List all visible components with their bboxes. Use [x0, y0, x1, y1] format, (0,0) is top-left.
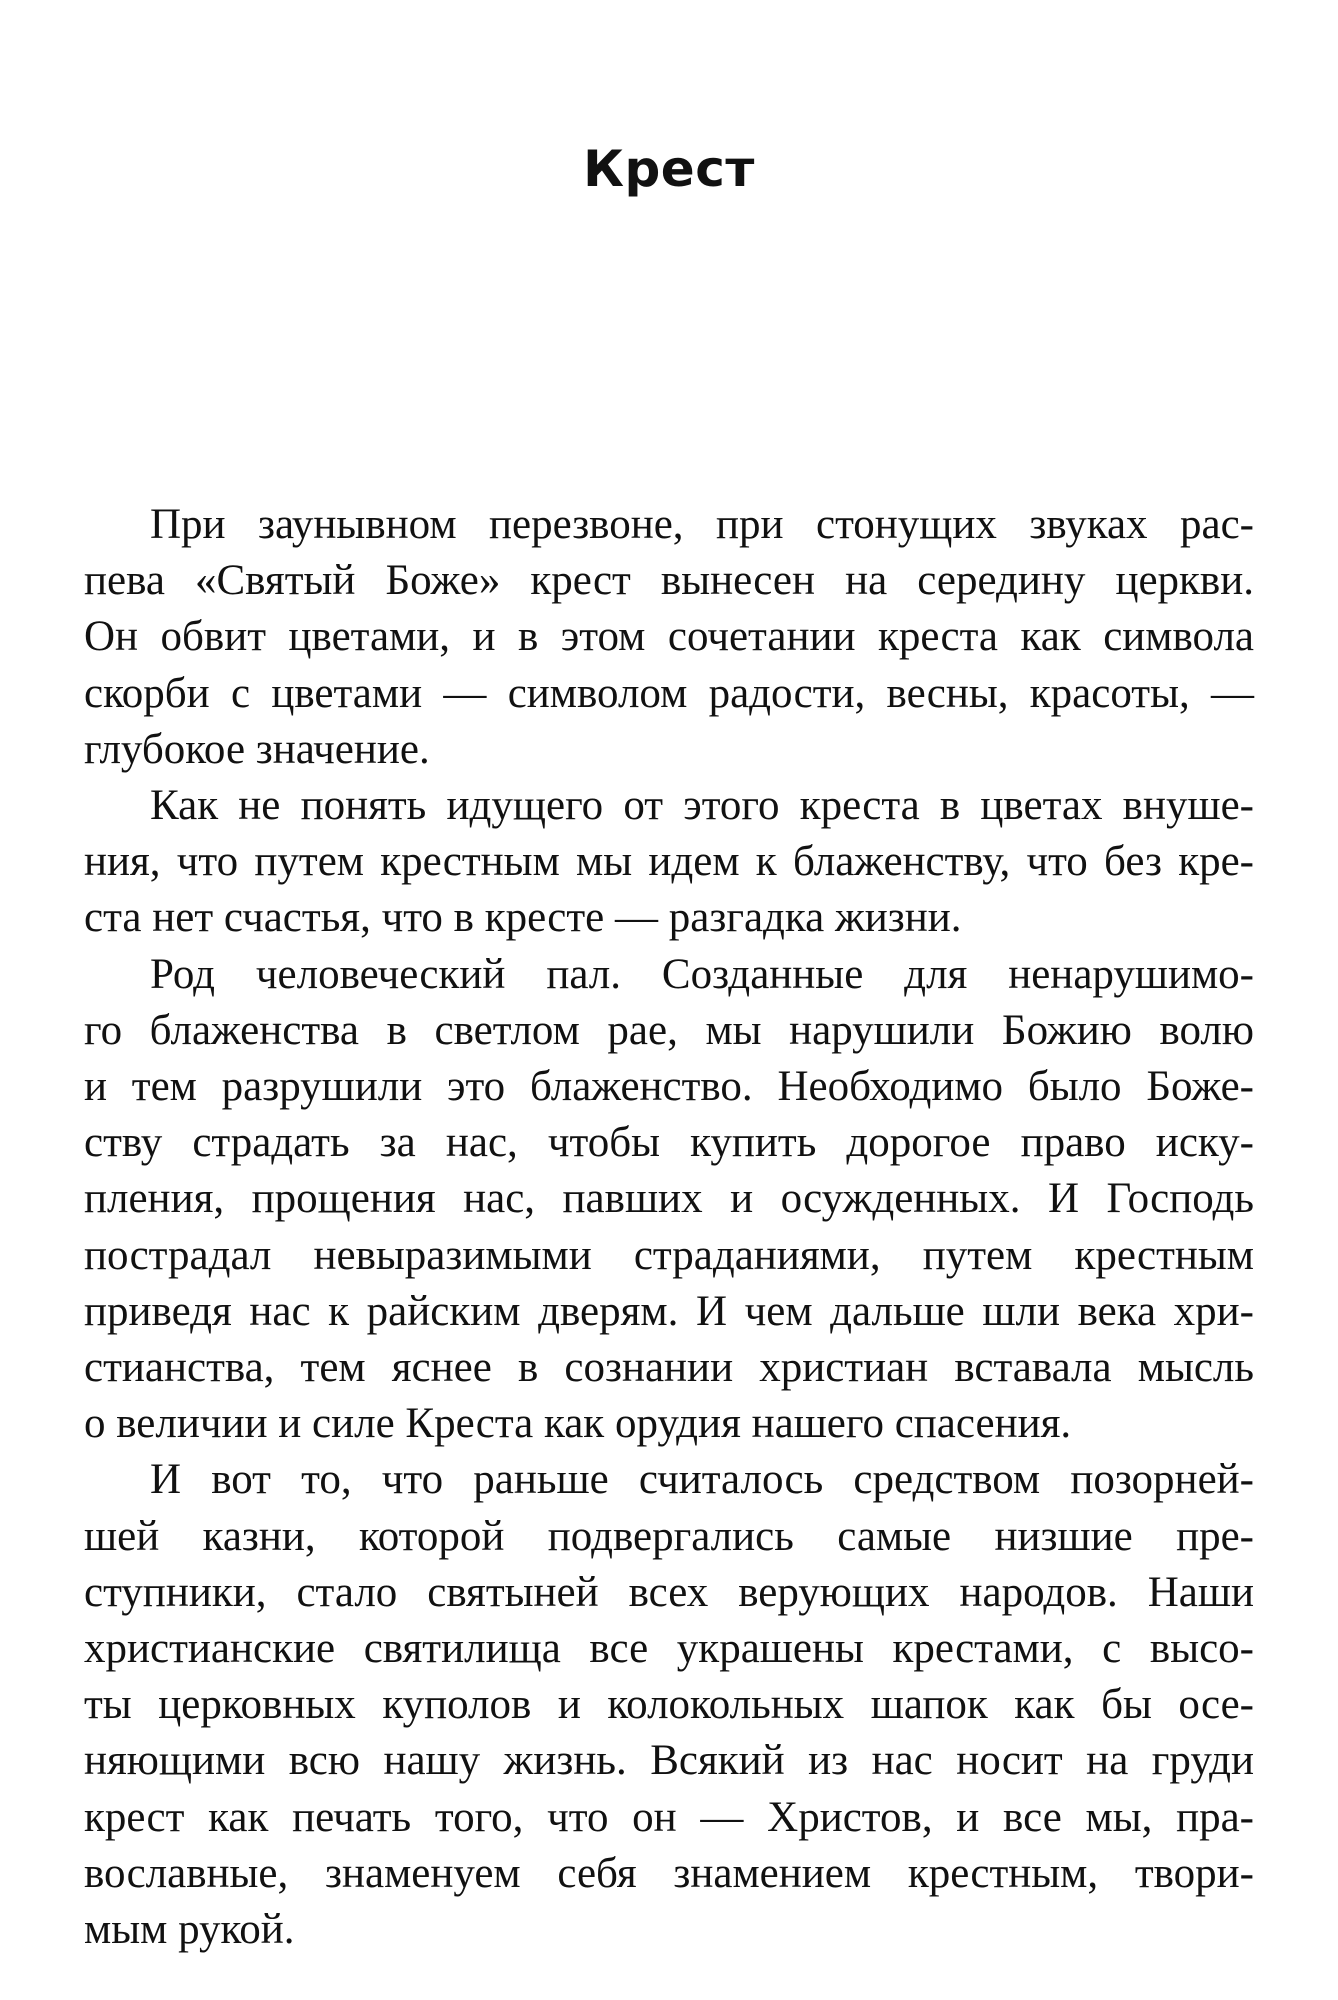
text-line: ния, что путем крестным мы идем к блаженству, что без кре- [84, 838, 1254, 886]
text-line: ты церковных куполов и колокольных шапок как бы осе- [84, 1681, 1254, 1729]
paragraph-2 [84, 778, 1254, 947]
text-line: ста нет счастья, что в кресте — разгадка жизни. [84, 894, 962, 942]
text-line: христианские святилища все украшены крестами, с высо- [84, 1625, 1254, 1673]
text-line: пева «Святый Боже» крест вынесен на середину церкви. [84, 557, 1254, 605]
text-line: При заунывном перезвоне, при стонущих звуках рас- [150, 501, 1254, 548]
paragraph-1 [84, 497, 1254, 778]
text-line: скорби с цветами — символом радости, весны, красоты, — [84, 669, 1254, 717]
text-line: вославные, знаменуем себя знамением крестным, твори- [84, 1849, 1254, 1897]
page-title: Крест [583, 140, 755, 198]
text-line: пострадал невыразимыми страданиями, путем крестным [84, 1231, 1254, 1279]
paragraph-3 [84, 947, 1254, 1453]
text-line: шей казни, которой подвергались самые низшие пре- [84, 1512, 1254, 1560]
text-line: Род человеческий пал. Созданные для ненарушимо- [150, 950, 1254, 998]
text-line: и тем разрушили это блаженство. Необходимо было Боже- [84, 1063, 1254, 1111]
text-line: крест как печать того, что он — Христов, и все мы, пра- [84, 1793, 1254, 1841]
text-line: И вот то, что раньше считалось средством позорней- [150, 1456, 1254, 1504]
paragraph-4 [84, 1452, 1254, 1958]
text-line: ству страдать за нас, чтобы купить дорогое право иску- [84, 1119, 1254, 1167]
text-line: пления, прощения нас, павших и осужденных. И Господь [84, 1175, 1254, 1223]
text-line: го блаженства в светлом рае, мы нарушили Божию волю [84, 1006, 1254, 1054]
text-line: о величии и силе Креста как орудия нашего спасения. [84, 1400, 1072, 1448]
text-line: стианства, тем яснее в сознании христиан вставала мысль [84, 1344, 1254, 1392]
text-line: приведя нас к райским дверям. И чем дальше шли века хри- [84, 1287, 1254, 1335]
text-line: ступники, стало святыней всех верующих народов. Наши [84, 1568, 1254, 1616]
text-line: глубокое значение. [84, 725, 430, 773]
text-body [84, 497, 1254, 1958]
text-line: Он обвит цветами, и в этом сочетании креста как символа [84, 613, 1254, 661]
text-line: мым рукой. [84, 1906, 295, 1954]
text-line: няющими всю нашу жизнь. Всякий из нас носит на груди [84, 1737, 1254, 1785]
text-line: Как не понять идущего от этого креста в цветах внуше- [150, 782, 1254, 830]
